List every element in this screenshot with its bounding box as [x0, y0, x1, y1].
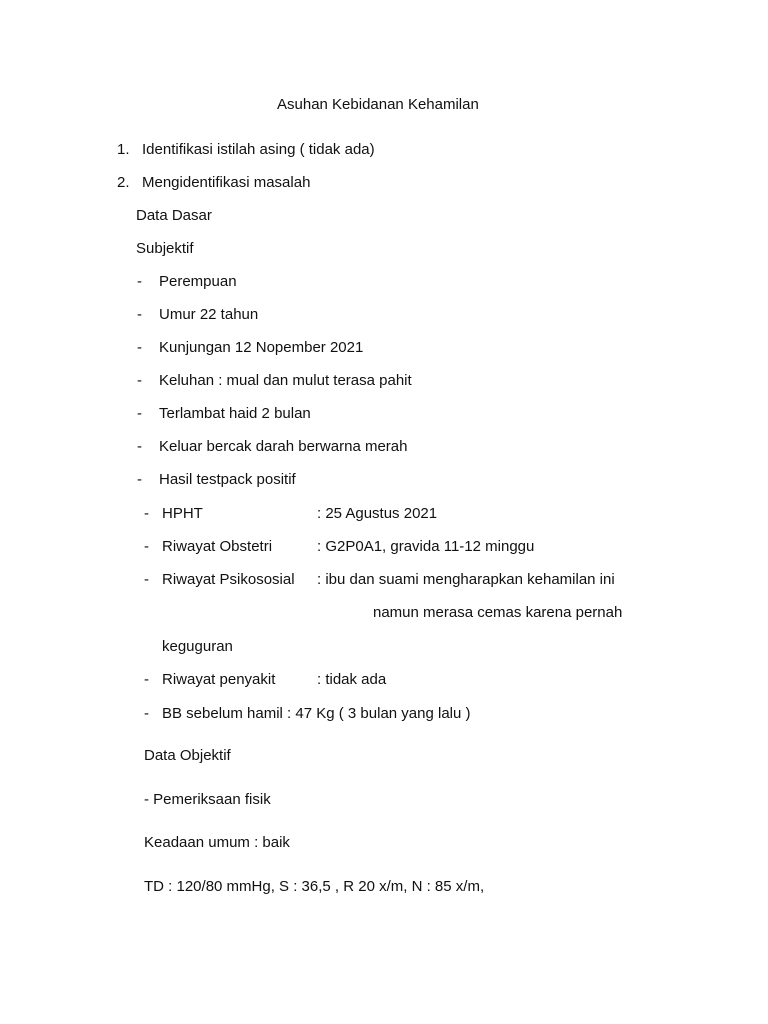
riwayat-label: Riwayat Psikososial	[162, 571, 295, 588]
subjektif-item: Keluhan : mual dan mulut terasa pahit	[159, 372, 412, 389]
list-item-identifikasi: Identifikasi istilah asing ( tidak ada)	[142, 141, 375, 158]
keadaan-umum: Keadaan umum : baik	[144, 834, 290, 851]
bullet-dash: -	[137, 372, 142, 389]
bullet-dash: -	[137, 273, 142, 290]
bullet-dash: -	[137, 438, 142, 455]
bullet-dash: -	[144, 505, 149, 522]
bullet-dash: -	[144, 538, 149, 555]
section-subjektif: Subjektif	[136, 240, 194, 257]
list-number-2: 2.	[117, 174, 130, 191]
riwayat-label: HPHT	[162, 505, 203, 522]
section-data-objektif: Data Objektif	[144, 747, 231, 764]
bullet-dash: -	[137, 471, 142, 488]
riwayat-value: : G2P0A1, gravida 11-12 minggu	[317, 538, 535, 555]
subjektif-item: Hasil testpack positif	[159, 471, 296, 488]
psikososial-continuation: keguguran	[162, 638, 233, 655]
bullet-dash: -	[144, 705, 149, 722]
bullet-dash: -	[137, 405, 142, 422]
list-number-1: 1.	[117, 141, 130, 158]
subjektif-item: Kunjungan 12 Nopember 2021	[159, 339, 364, 356]
bb-sebelum-hamil: BB sebelum hamil : 47 Kg ( 3 bulan yang lalu )	[162, 705, 471, 722]
pemeriksaan-fisik: - Pemeriksaan fisik	[144, 791, 271, 808]
subjektif-item: Keluar bercak darah berwarna merah	[159, 438, 408, 455]
section-data-dasar: Data Dasar	[136, 207, 212, 224]
psikososial-continuation: namun merasa cemas karena pernah	[373, 604, 623, 621]
subjektif-item: Terlambat haid 2 bulan	[159, 405, 311, 422]
bullet-dash: -	[144, 671, 149, 688]
bullet-dash: -	[137, 306, 142, 323]
riwayat-value: : ibu dan suami mengharapkan kehamilan ini	[317, 571, 615, 588]
bullet-dash: -	[137, 339, 142, 356]
bullet-dash: -	[144, 571, 149, 588]
document-title: Asuhan Kebidanan Kehamilan	[277, 96, 479, 113]
riwayat-penyakit-label: Riwayat penyakit	[162, 671, 276, 688]
subjektif-item: Perempuan	[159, 273, 237, 290]
subjektif-item: Umur 22 tahun	[159, 306, 259, 323]
riwayat-value: : 25 Agustus 2021	[317, 505, 438, 522]
vital-signs: TD : 120/80 mmHg, S : 36,5 , R 20 x/m, N : 85 x/m,	[144, 878, 485, 895]
list-item-masalah: Mengidentifikasi masalah	[142, 174, 311, 191]
riwayat-label: Riwayat Obstetri	[162, 538, 273, 555]
riwayat-penyakit-value: : tidak ada	[317, 671, 387, 688]
